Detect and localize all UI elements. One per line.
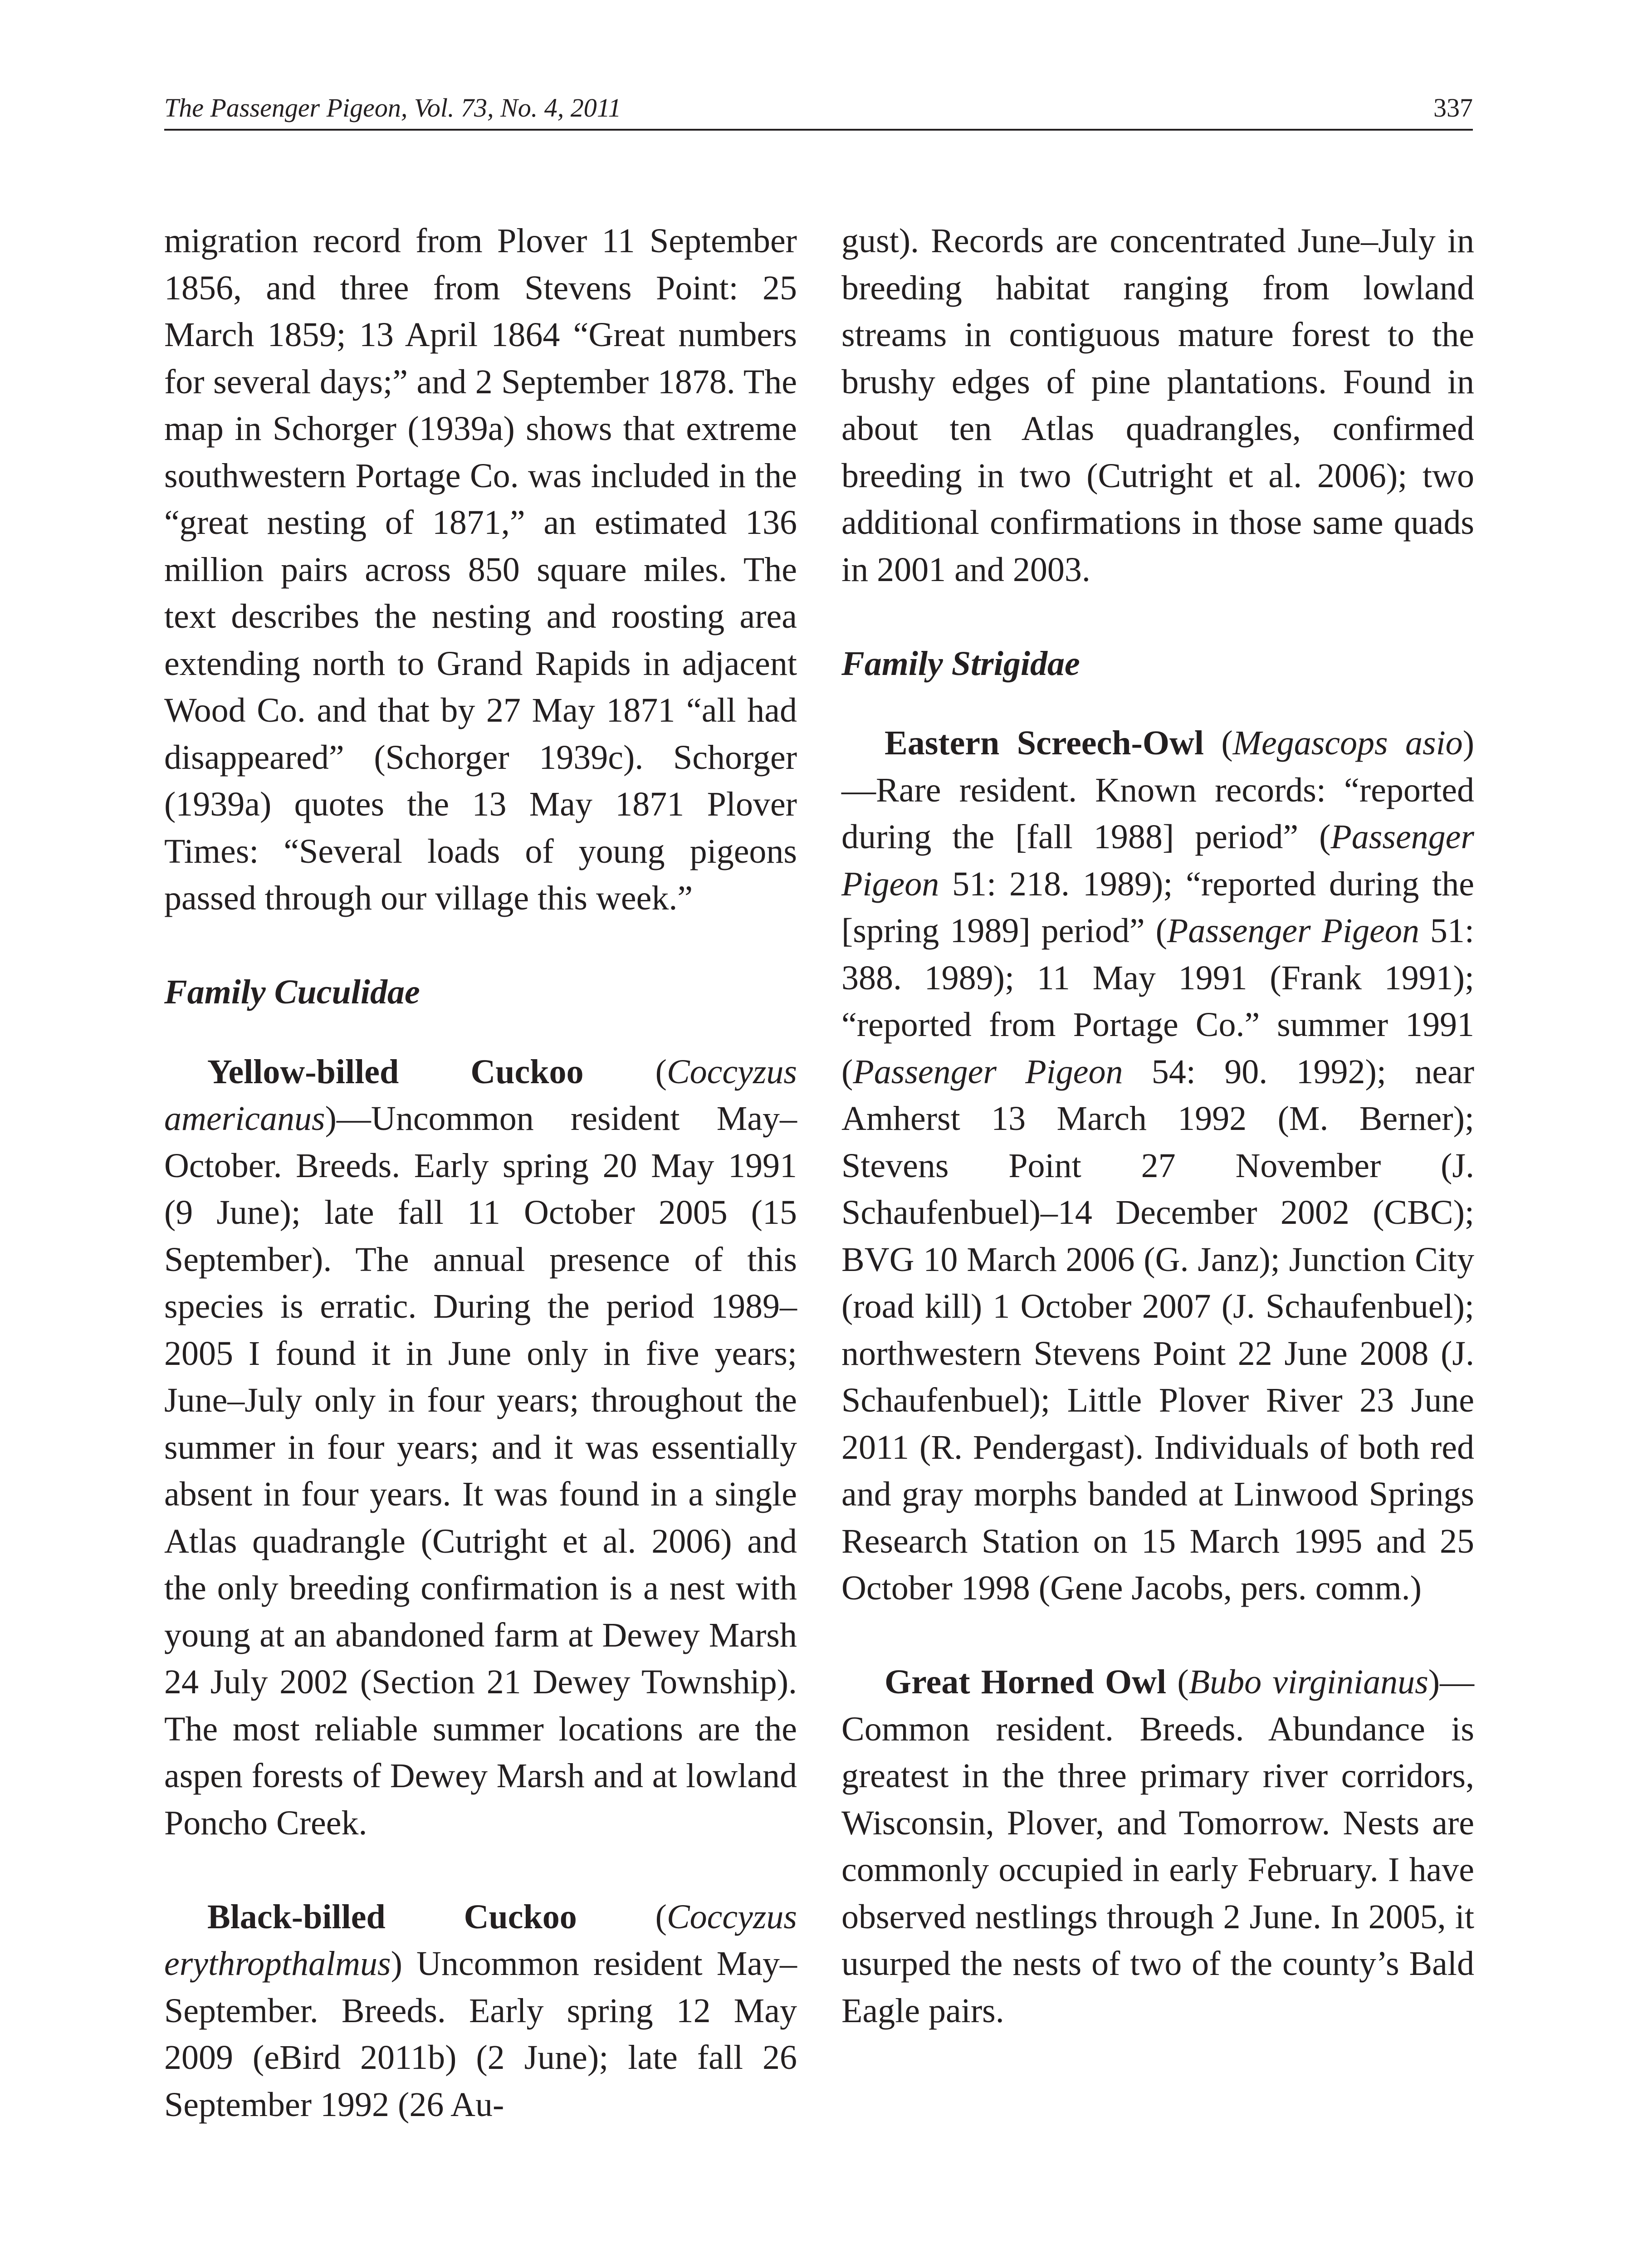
species-account: 54: 90. 1992); near Amherst 13 March 1992 (M. Berner); Stevens Point 27 November (J. Schaufenbuel)–14 December 2002 (CBC); BVG 10 March 2006 (G. Janz); Junction City (road kill) 1 October 2007 (J. Schaufenbuel); northwestern Stevens Point 22 June 2008 (J. Schaufenbuel); Little Plover River 23 June 2011 (R. Pendergast). Individuals of both red and gray morphs banded at Linwood Springs Research Station on 15 March 1995 and 25 October 1998 (Gene Jacobs, pers. comm.) [841, 1052, 1474, 1607]
spacer [841, 593, 1474, 640]
journal-citation: Passenger Pigeon [853, 1052, 1123, 1091]
spacer [164, 1016, 797, 1049]
spacer [164, 1847, 797, 1894]
species-name: Yellow-billed Cuckoo [207, 1052, 584, 1091]
yellow-billed-cuckoo-entry [164, 1049, 797, 1847]
species-account: )—Uncommon resident May–October. Breeds. Early spring 20 May 1991 (9 June); late fall 11 October 2005 (15 September). The annual presence of this species is erratic. During the period 1989–2005 I found it in June only in five years; June–July only in four years; throughout the summer in four years; and it was essentially absent in four years. It was found in a single Atlas quadrangle (Cutright et al. 2006) and the only breeding confirmation is a nest with young at an abandoned farm at Dewey Marsh 24 July 2002 (Section 21 Dewey Township). The most reliable summer locations are the aspen forests of Dewey Marsh and at lowland Poncho Creek. [164, 1100, 797, 1842]
family-cuculidae-heading: Family Cuculidae [164, 973, 420, 1011]
paren: ( [583, 1052, 667, 1091]
right-column [841, 218, 1474, 2034]
scientific-name: Bubo virginianus [1188, 1663, 1428, 1701]
left-column [164, 218, 797, 2128]
paren: ( [1203, 724, 1233, 762]
eastern-screech-owl-entry [841, 720, 1474, 1612]
great-horned-owl-entry [841, 1659, 1474, 2034]
species-account: 51: 218. 1989); “reported during the [spring 1989] period” ( [841, 865, 1474, 950]
spacer [164, 922, 797, 969]
pigeon-continuation-paragraph: migration record from Plover 11 September 1856, and three from Stevens Point: 25 March 1859; 13 April 1864 “Great numbers for several days;” and 2 September 1878. The map in Schorger (1939a) shows that extreme southwestern Portage Co. was included in the “great nesting of 1871,” an estimated 136 million pairs across 850 square miles. The text describes the nesting and roosting area extending north to Grand Rapids in adjacent Wood Co. and that by 27 May 1871 “all had disappeared” (Schorger 1939c). Schorger (1939a) quotes the 13 May 1871 Plover Times: “Several loads of young pigeons passed through our village this week.” [164, 222, 797, 917]
spacer [841, 1612, 1474, 1659]
running-header [164, 87, 1473, 131]
species-account: )—Common resident. Breeds. Abundance is greatest in the three primary river corridors, Wisconsin, Plover, and Tomorrow. Nests are commonly occupied in early February. I have observed nestlings through 2 June. In 2005, it usurped the nests of two of the county’s Bald Eagle pairs. [841, 1663, 1474, 2030]
species-account: )—Rare resident. Known records: “reported during the [fall 1988] period” ( [841, 724, 1474, 856]
journal-citation: Passenger Pigeon [841, 818, 1474, 903]
black-billed-cuckoo-entry [164, 1894, 797, 2129]
species-name: Eastern Screech-Owl [885, 724, 1204, 762]
species-name: Great Horned Owl [885, 1663, 1167, 1701]
species-account: ) Uncommon resident May–September. Breeds. Early spring 12 May 2009 (eBird 2011b) (2 June); late fall 26 September 1992 (26 Au- [164, 1945, 797, 2124]
scientific-name: Megascops asio [1232, 724, 1463, 762]
page-number: 337 [1433, 93, 1473, 122]
cuckoo-continuation-paragraph: gust). Records are concentrated June–July in breeding habitat ranging from lowland streams in contiguous mature forest to the brushy edges of pine plantations. Found in about ten Atlas quadrangles, confirmed breeding in two (Cutright et al. 2006); two additional confirmations in those same quads in 2001 and 2003. [841, 222, 1474, 589]
journal-citation: Passenger Pigeon [1167, 912, 1419, 950]
paren: ( [1166, 1663, 1189, 1701]
species-name: Black-billed Cuckoo [207, 1897, 577, 1936]
scientific-name: Coccyzus erythropthalmus [164, 1897, 797, 1983]
journal-title: The Passenger Pigeon, Vol. 73, No. 4, 2011 [164, 93, 621, 122]
paren: ( [577, 1897, 667, 1936]
spacer [841, 687, 1474, 720]
scientific-name: Coccyzus americanus [164, 1052, 797, 1138]
species-account: 51: 388. 1989); 11 May 1991 (Frank 1991); “reported from Portage Co.” summer 1991 ( [841, 912, 1474, 1091]
family-strigidae-heading: Family Strigidae [841, 644, 1080, 683]
